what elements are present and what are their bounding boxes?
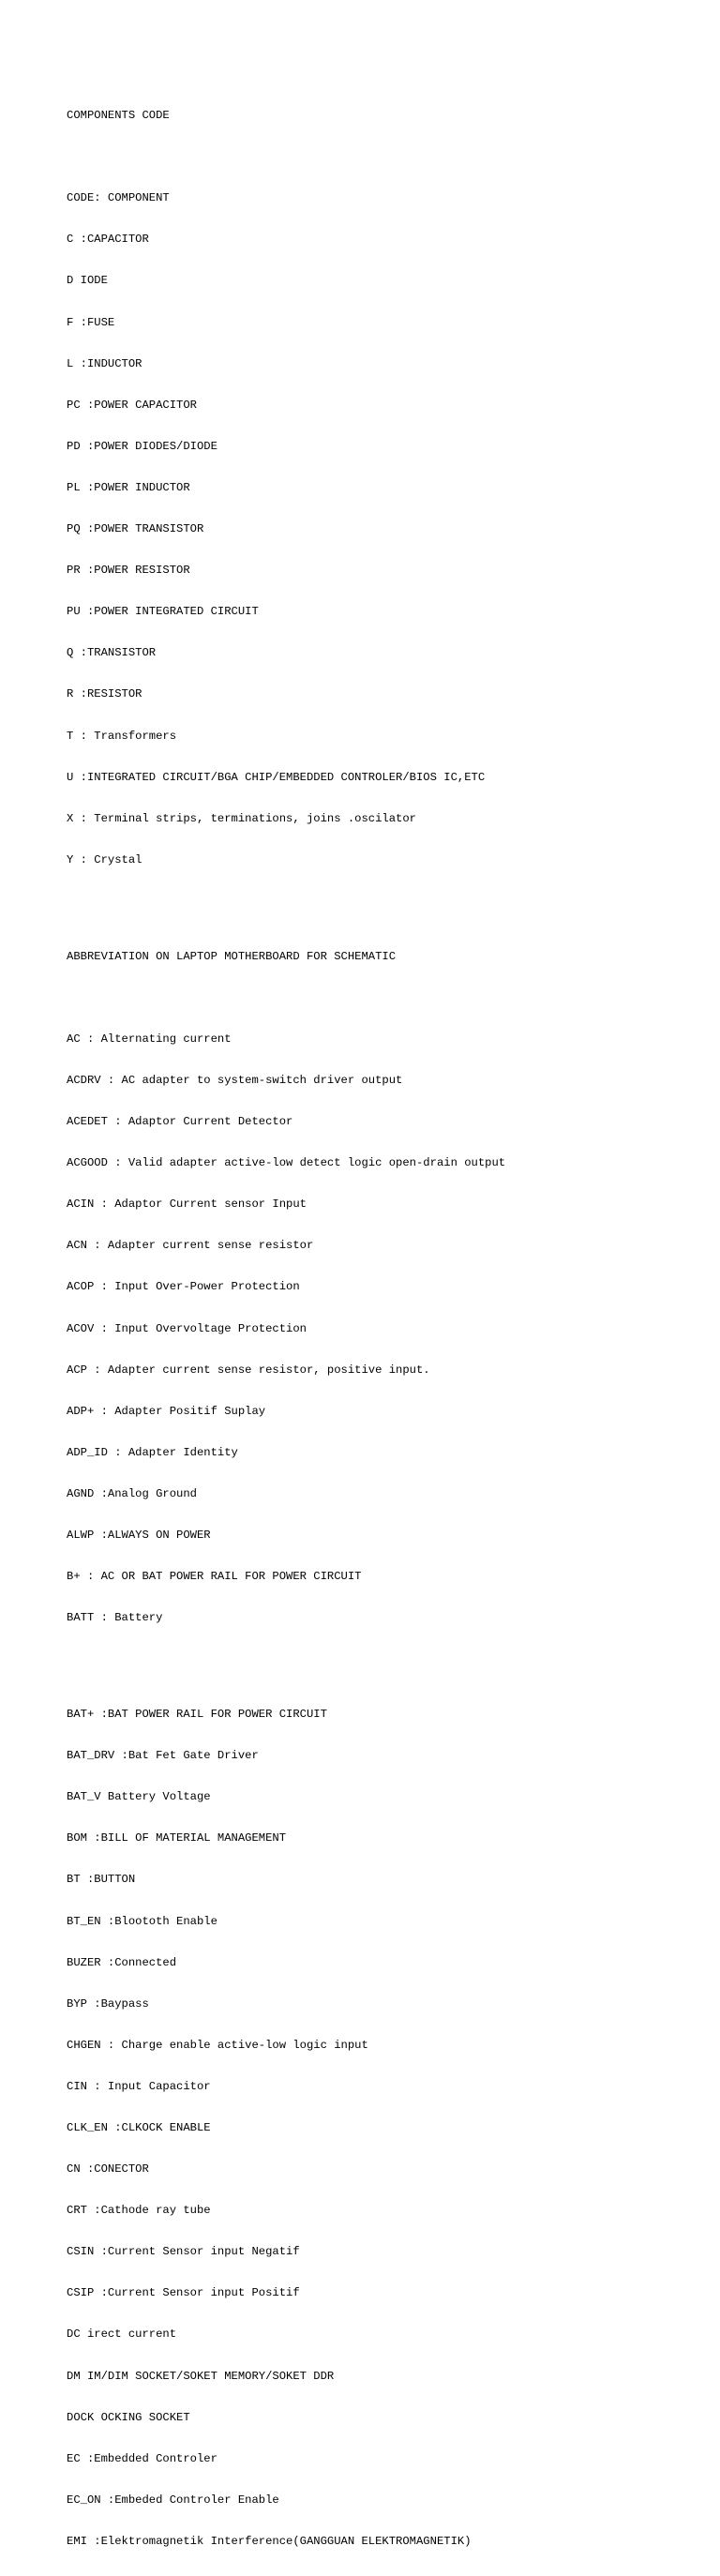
abbreviation-line: EMI :Elektromagnetik Interference(GANGGUAN ELEKTROMAGNETIK) [67,2534,472,2548]
abbreviation-line: BOM :BILL OF MATERIAL MANAGEMENT [67,1831,287,1845]
abbreviation-line: AGND :Analog Ground [67,1486,197,1500]
abbreviation-line: BUZER :Connected [67,1955,177,1969]
abbreviation-line: ALWP :ALWAYS ON POWER [67,1529,211,1542]
abbreviation-line: CIN : Input Capacitor [67,2079,211,2093]
component-line: T : Transformers [67,729,177,743]
component-line: Q :TRANSISTOR [67,646,157,660]
abbreviation-line: EC :Embedded Controler [67,2451,218,2465]
abbreviation-line: CSIN :Current Sensor input Negatif [67,2245,300,2259]
abbreviation-line: BAT_DRV :Bat Fet Gate Driver [67,1749,259,1763]
component-line: PD :POWER DIODES/DIODE [67,439,218,453]
component-line: PC :POWER CAPACITOR [67,398,197,412]
component-line: Y : Crystal [67,852,142,866]
blank-line [67,895,720,909]
abbreviation-line: ACN : Adapter current sense resistor [67,1239,314,1253]
abbreviation-line: CHGEN : Charge enable active-low logic input [67,2038,368,2052]
abbreviation-line: BAT+ :BAT POWER RAIL FOR POWER CIRCUIT [67,1708,327,1722]
component-line: PU :POWER INTEGRATED CIRCUIT [67,605,259,619]
abbreviation-line: CN :CONECTOR [67,2162,149,2177]
blank-line [67,991,720,1005]
abbreviation-line: B+ : AC OR BAT POWER RAIL FOR POWER CIRCUIT [67,1570,362,1584]
abbreviation-line: ACGOOD : Valid adapter active-low detect logic open-drain output [67,1156,506,1170]
abbreviation-line: BAT_V Battery Voltage [67,1790,211,1804]
section-title-abbreviation: ABBREVIATION ON LAPTOP MOTHERBOARD FOR SCHEMATIC [67,949,397,963]
component-line: X : Terminal strips, terminations, joins .oscilator [67,811,416,825]
component-line: F :FUSE [67,315,115,329]
component-line: L :INDUCTOR [67,356,142,370]
abbreviation-line: BT_EN :Bloototh Enable [67,1914,218,1928]
abbreviation-line: DM IM/DIM SOCKET/SOKET MEMORY/SOKET DDR [67,2369,335,2383]
abbreviation-line: ADP+ : Adapter Positif Suplay [67,1404,266,1418]
abbreviation-line: CRT :Cathode ray tube [67,2204,211,2218]
abbreviation-line: DC irect current [67,2327,177,2342]
blank-line [67,1652,720,1666]
abbreviation-line: ACDRV : AC adapter to system-switch driver output [67,1073,403,1087]
abbreviation-line: AC : Alternating current [67,1032,232,1046]
blank-line [67,150,720,164]
abbreviation-line: ACEDET : Adaptor Current Detector [67,1115,293,1129]
component-line: R :RESISTOR [67,687,142,701]
abbreviation-line: ACOV : Input Overvoltage Protection [67,1321,307,1335]
component-line: PR :POWER RESISTOR [67,564,190,578]
abbreviation-line: CSIP :Current Sensor input Positif [67,2286,300,2300]
abbreviation-line: BYP :Baypass [67,1996,149,2011]
component-line: U :INTEGRATED CIRCUIT/BGA CHIP/EMBEDDED CONTROLER/BIOS IC,ETC [67,770,486,784]
abbreviation-line: ADP_ID : Adapter Identity [67,1445,238,1459]
component-line: C :CAPACITOR [67,233,149,247]
section-title-components: COMPONENTS CODE [67,109,170,123]
component-line: D IODE [67,274,108,288]
abbreviation-line: ACIN : Adaptor Current sensor Input [67,1198,307,1212]
component-line: CODE: COMPONENT [67,191,170,205]
abbreviation-line: BT :BUTTON [67,1873,136,1887]
abbreviation-line: DOCK OCKING SOCKET [67,2410,190,2424]
abbreviation-line: EC_ON :Embeded Controler Enable [67,2493,279,2507]
document-page [67,68,720,2576]
abbreviation-line: ACOP : Input Over-Power Protection [67,1280,300,1294]
abbreviation-line: BATT : Battery [67,1611,163,1625]
component-line: PQ :POWER TRANSISTOR [67,522,204,536]
abbreviation-line: CLK_EN :CLKOCK ENABLE [67,2121,211,2135]
abbreviation-line: ACP : Adapter current sense resistor, positive input. [67,1363,430,1377]
component-line: PL :POWER INDUCTOR [67,480,190,494]
